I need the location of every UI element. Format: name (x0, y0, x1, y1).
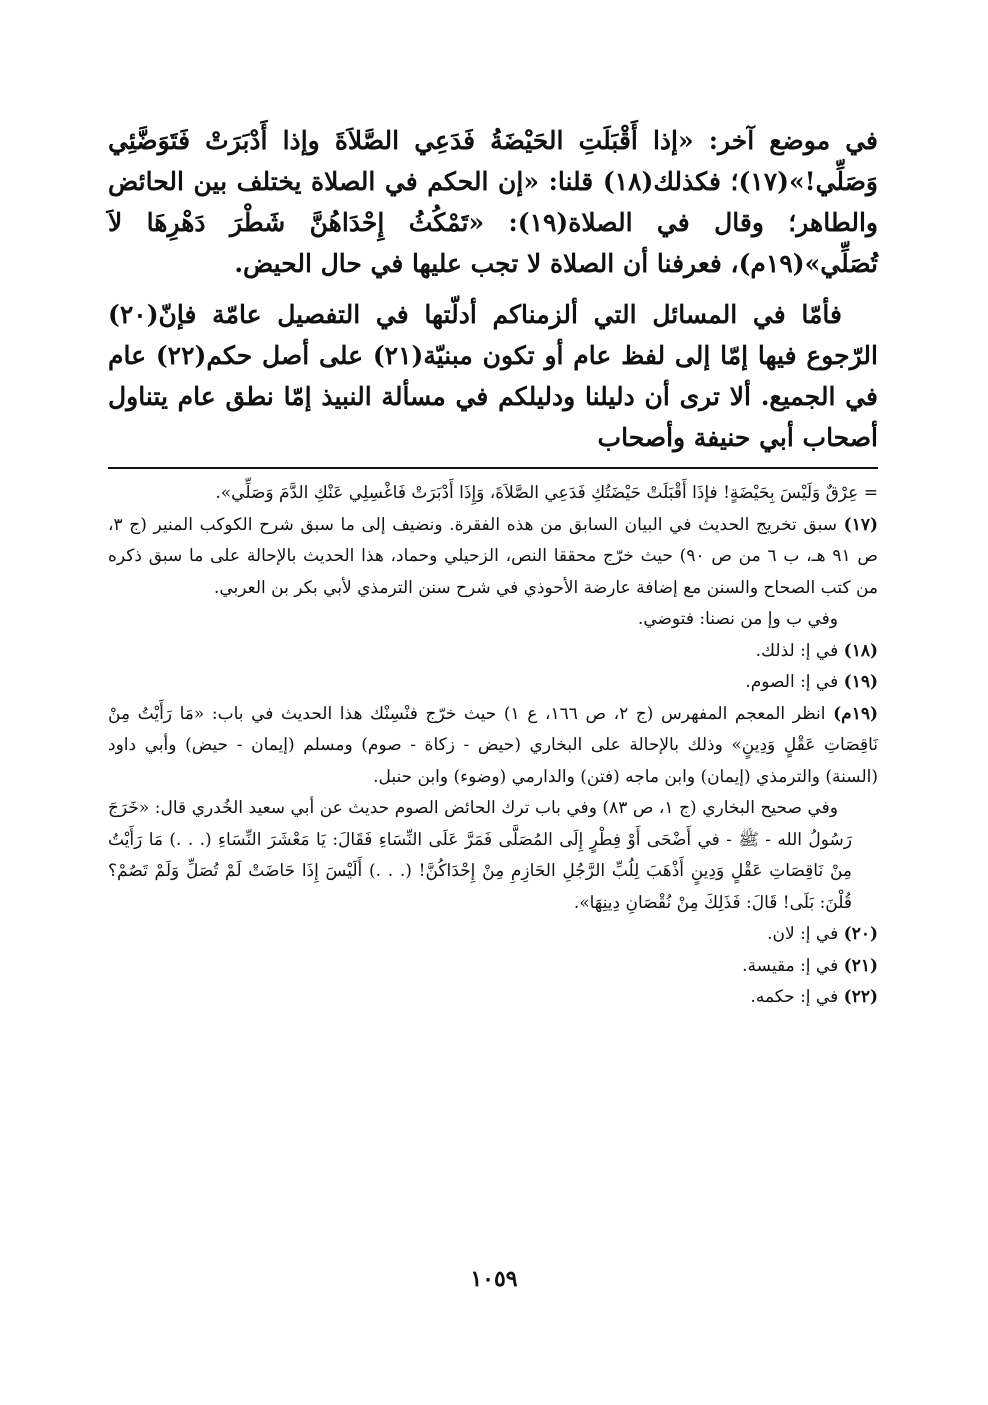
main-paragraph-2: فأمّا في المسائل التي ألزمناكم أدلّتها في التفصيل عامّة فإنّ(٢٠) الرّجوع فيها إمّا إلى لفظ عام أو تكون مبنيّة(٢١) على أصل حكم(٢٢) عام في الجميع. ألا ترى أن دليلنا ودليلكم في مسألة النبيذ إمّا نطق عام يتناول أصحاب أبي حنيفة وأصحاب (108, 300, 878, 452)
footnote-18-number: (١٨) (843, 640, 878, 661)
footnote-continuation-text: عِرْقٌ وَلَيْسَ بِحَيْضَةٍ! فإذَا أَقْبَلَتْ حَيْضَتُكِ فَدَعِي الصَّلاَةَ، وَإِذَا أَدْبَرَتْ فَاغْسِلِي عَنْكِ الدَّمَ وَصَلِّي». (215, 483, 859, 503)
footnote-19 (108, 667, 878, 699)
footnote-separator-rule (108, 467, 878, 469)
footnote-17 (108, 510, 878, 605)
footnote-19m-text: انظر المعجم المفهرس (ج ٢، ص ١٦٦، ع ١) حيث خرّج فنْسِنْك هذا الحديث في باب: «مَا رَأَيْتُ مِنْ نَاقِصَاتِ عَقْلٍ وَدِينٍ» وذلك بالإحالة على البخاري (حيض - زكاة - صوم) ومسلم (إيمان - حيض) وأبي داود (السنة) والترمذي (إيمان) وابن ماجه (فتن) والدارمي (وضوء) وابن حنبل. (108, 703, 878, 787)
footnote-19-number: (١٩) (843, 672, 878, 692)
footnote-20-number: (٢٠) (843, 924, 878, 944)
footnote-21-text: في إ: مقيسة. (742, 955, 839, 976)
footnote-20-text: في إ: لان. (767, 924, 839, 944)
footnote-19-text: في إ: الصوم. (745, 672, 839, 692)
footnote-22 (108, 982, 878, 1014)
footnote-18-text: في إ: لذلك. (755, 640, 839, 661)
main-paragraph-1: في موضع آخر: «إذا أَقْبَلَتِ الحَيْضَةُ فَدَعِي الصَّلاَةَ وإذا أَدْبَرَتْ فَتَوَضَّئِي وَصَلِّي!»(١٧)؛ فكذلك(١٨) قلنا: «إن الحكم في الصلاة يختلف بين الحائض والطاهر؛ وقال في الصلاة(١٩): «تَمْكُثُ إِحْدَاهُنَّ شَطْرَ دَهْرِهَا لاَ تُصَلِّي»(١٩م)، فعرفنا أن الصلاة لا تجب عليها في حال الحيض. (108, 126, 878, 278)
footnote-22-number: (٢٢) (843, 987, 878, 1007)
footnote-17-extra: وفي ب وإ من نصنا: فتوضي. (637, 609, 838, 629)
footnote-18 (108, 636, 878, 668)
footnote-22-text: في إ: حكمه. (750, 987, 839, 1007)
footnotes-section (108, 478, 878, 1014)
footnote-17-number: (١٧) (843, 514, 878, 535)
footnote-17-text: سبق تخريج الحديث في البيان السابق من هذه الفقرة. ونضيف إلى ما سبق شرح الكوكب المنير (ج ٣، ص ٩١ هـ، ب ٦ من ص ٩٠) حيث خرّج محققا النص، الزحيلي وحماد، هذا الحديث بالإحالة على ما سبق ذكره من كتب الصحاح والسنن مع إضافة عارضة الأحوذي في شرح سنن الترمذي لأبي بكر بن العربي. (108, 514, 878, 598)
footnote-19m-extra: وفي صحيح البخاري (ج ١، ص ٨٣) وفي باب ترك الحائض الصوم حديث عن أبي سعيد الخُدري قال: «خَرَجَ رَسُولُ الله - ﷺ - في أَضْحَى أَوْ فِطْرٍ إِلَى المُصَلَّى فَمَرَّ عَلَى النِّسَاءِ فَقَالَ: يَا مَعْشَرَ النِّسَاءِ (. . .) مَا رَأَيْتُ مِنْ نَاقِصَاتِ عَقْلٍ وَدِينٍ أَذْهَبَ لِلُبِّ الرَّجُلِ الحَازِمِ مِنْ إِحْدَاكُنَّ! (. . .) أَلَيْسَ إِذَا حَاضَتْ لَمْ تُصَلِّ وَلَمْ تَصُمْ؟ قُلْنَ: بَلَى! قَالَ: فَذَلِكَ مِنْ نُقْصَانِ دِينِهَا». (108, 798, 852, 913)
footnote-continuation (108, 478, 878, 510)
footnote-19m-number: (١٩م) (833, 703, 878, 724)
footnote-21 (108, 951, 878, 983)
footnote-21-number: (٢١) (843, 955, 878, 976)
main-text-body (108, 120, 878, 468)
footnote-20 (108, 919, 878, 951)
page-number: ١٠٥٩ (470, 1266, 518, 1292)
footnote-19m (108, 699, 878, 794)
